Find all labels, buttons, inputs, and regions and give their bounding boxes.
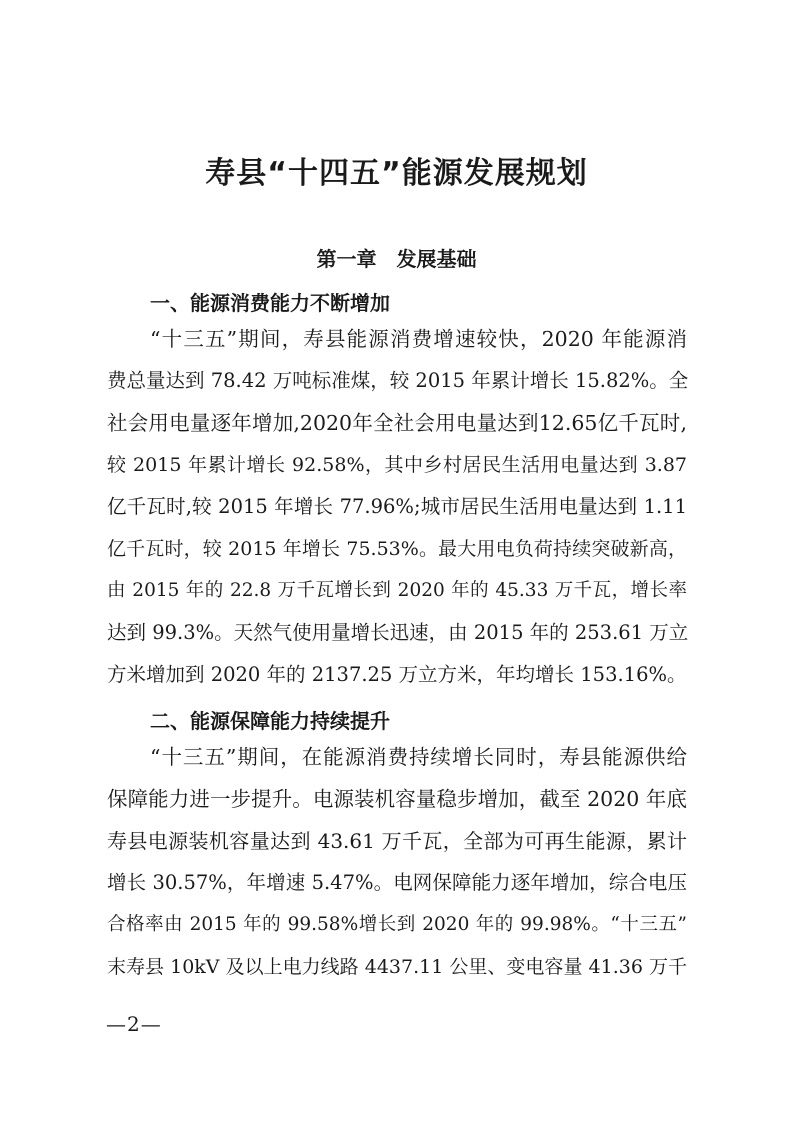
paragraph-line: 费总量达到 78.42 万吨标准煤，较 2015 年累计增长 15.82%。全 bbox=[107, 369, 689, 392]
paragraph-line: “十三五”期间，寿县能源消费增速较快，2020 年能源消 bbox=[150, 327, 687, 351]
paragraph-line: 增长 30.57%，年增速 5.47%。电网保障能力逐年增加，综合电压 bbox=[107, 871, 687, 894]
paragraph-line: 末寿县 10kV 及以上电力线路 4437.11 公里、变电容量 41.36 万千 bbox=[107, 956, 687, 978]
paragraph-line: 由 2015 年的 22.8 万千瓦增长到 2020 年的 45.33 万千瓦，增长率 bbox=[107, 580, 687, 601]
paragraph-line: 亿千瓦时,较 2015 年增长 77.96%;城市居民生活用电量达到 1.11 bbox=[107, 495, 687, 518]
paragraph-line: 社会用电量逐年增加,2020年全社会用电量达到12.65亿千瓦时, bbox=[107, 411, 687, 435]
section-heading-1: 一、能源消费能力不断增加 bbox=[150, 291, 390, 315]
paragraph-line: 合格率由 2015 年的 99.58%增长到 2020 年的 99.98%。“十三五” bbox=[107, 914, 687, 935]
paragraph-line: 达到 99.3%。天然气使用量增长迅速，由 2015 年的 253.61 万立 bbox=[107, 621, 689, 644]
page-number: —2— bbox=[106, 1012, 162, 1036]
section-heading-2: 二、能源保障能力持续提升 bbox=[150, 709, 390, 733]
chapter-heading: 第一章 发展基础 bbox=[316, 247, 477, 271]
paragraph-line: 方米增加到 2020 年的 2137.25 万立方米，年均增长 153.16%。 bbox=[107, 663, 687, 686]
paragraph-line: 寿县电源装机容量达到 43.61 万千瓦，全部为可再生能源，累计 bbox=[107, 829, 687, 853]
paragraph-line: 保障能力进一步提升。电源装机容量稳步增加，截至 2020 年底 bbox=[107, 787, 687, 811]
paragraph-line: 较 2015 年累计增长 92.58%，其中乡村居民生活用电量达到 3.87 bbox=[107, 454, 687, 476]
paragraph-line: “十三五”期间，在能源消费持续增长同时，寿县能源供给 bbox=[150, 745, 687, 769]
paragraph-line: 亿千瓦时，较 2015 年增长 75.53%。最大用电负荷持续突破新高， bbox=[107, 538, 687, 560]
document-title: 寿县“十四五”能源发展规划 bbox=[205, 156, 588, 191]
